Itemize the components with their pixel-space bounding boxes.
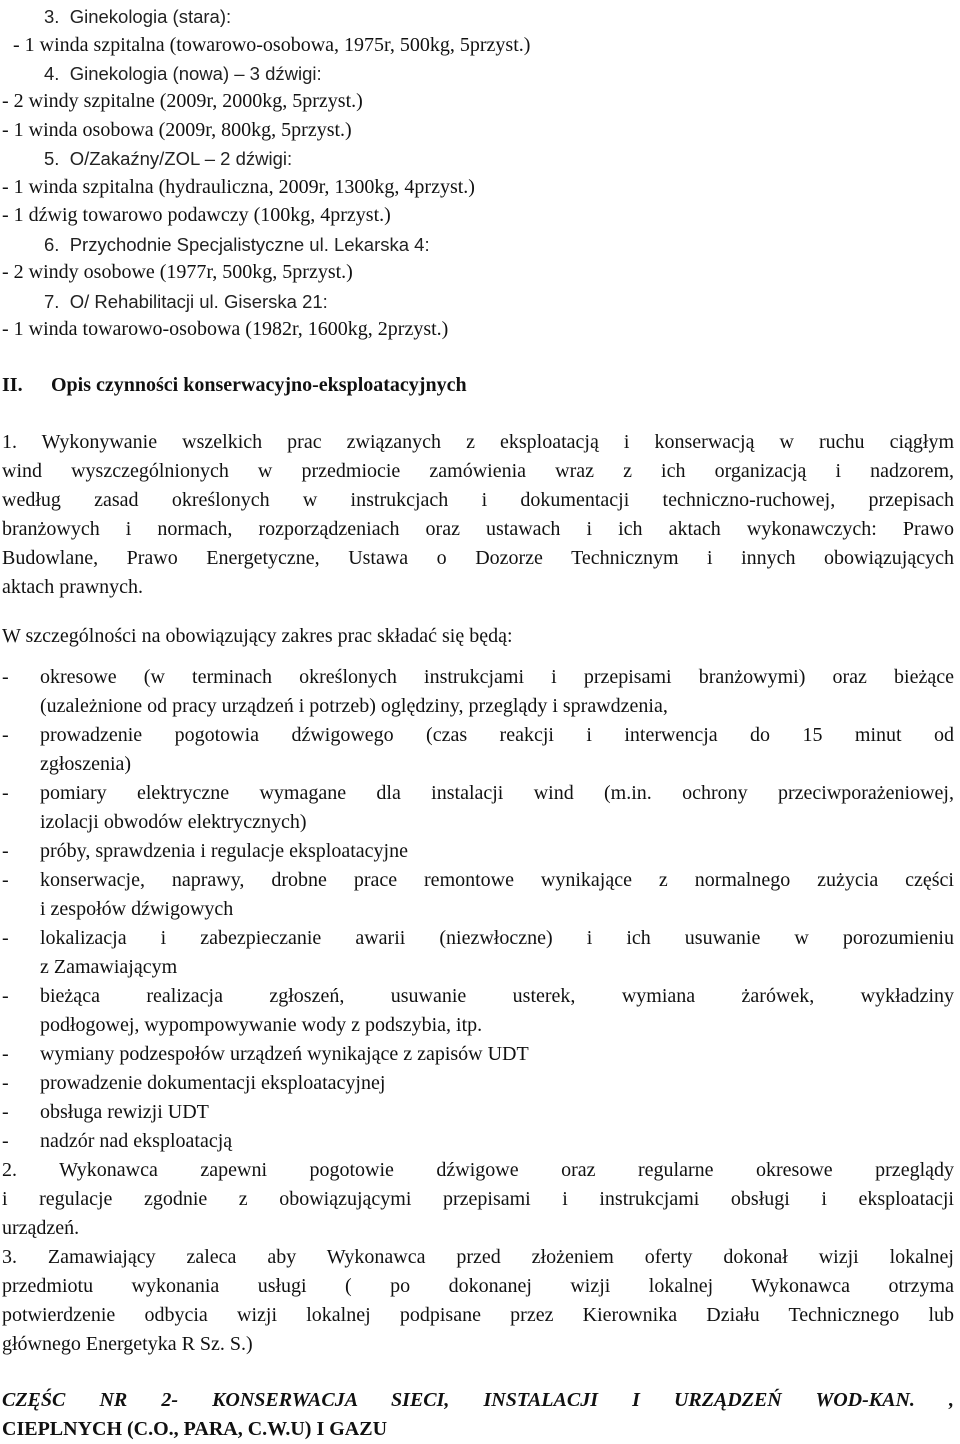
bullet-text: okresowe (w terminach określonych instrukcjami i przepisami branżowymi) oraz bieżące: [40, 666, 954, 688]
bullet-dash: -: [2, 1072, 9, 1094]
bullet-text: nadzór nad eksploatacją: [40, 1130, 233, 1152]
paragraph-line: przedmiotu wykonania usługi ( po dokonanej wizji lokalnej Wykonawca otrzyma: [2, 1275, 954, 1297]
list-item-6-detail: - 2 windy osobowe (1977r, 500kg, 5przyst.): [2, 261, 353, 283]
bullet-text: z Zamawiającym: [40, 956, 178, 978]
paragraph-line: urządzeń.: [2, 1217, 80, 1239]
section-heading: Opis czynności konserwacyjno-eksploatacyjnych: [51, 374, 467, 396]
list-item-7-detail: - 1 winda towarowo-osobowa (1982r, 1600kg, 2przyst.): [2, 318, 449, 340]
scope-intro: W szczególności na obowiązujący zakres prac składać się będą:: [2, 625, 513, 647]
bullet-text: i zespołów dźwigowych: [40, 898, 234, 920]
section-number: II.: [2, 374, 23, 396]
bullet-dash: -: [2, 1043, 9, 1065]
bullet-text: podłogowej, wypompowywanie wody z podszybia, itp.: [40, 1014, 483, 1036]
list-item-5-detail-2: - 1 dźwig towarowo podawczy (100kg, 4przyst.): [2, 204, 391, 226]
paragraph-line: i regulacje zgodnie z obowiązującymi przepisami i instrukcjami obsługi i eksploatacji: [2, 1188, 954, 1210]
bullet-text: obsługa rewizji UDT: [40, 1101, 209, 1123]
list-item-7: 7. O/ Rehabilitacji ul. Giserska 21:: [44, 291, 328, 312]
bullet-text: (uzależnione od pracy urządzeń i potrzeb) oględziny, przeglądy i sprawdzenia,: [40, 695, 668, 717]
bullet-text: konserwacje, naprawy, drobne prace remontowe wynikające z normalnego zużycia części: [40, 869, 954, 891]
paragraph-line: głównego Energetyka R Sz. S.): [2, 1333, 253, 1355]
bullet-text: prowadzenie pogotowia dźwigowego (czas reakcji i interwencja do 15 minut od: [40, 724, 954, 746]
bullet-dash: -: [2, 869, 9, 891]
list-item-4-detail-1: - 2 windy szpitalne (2009r, 2000kg, 5przyst.): [2, 90, 363, 112]
bullet-dash: -: [2, 985, 9, 1007]
paragraph-line: według zasad określonych w instrukcjach i dokumentacji techniczno-ruchowej, przepisach: [2, 489, 954, 511]
bullet-dash: -: [2, 1101, 9, 1123]
bullet-dash: -: [2, 927, 9, 949]
paragraph-line: wind wyszczególnionych w przedmiocie zamówienia wraz z ich organizacją i nadzorem,: [2, 460, 954, 482]
paragraph-line: 3. Zamawiający zaleca aby Wykonawca przed złożeniem oferty dokonał wizji lokalnej: [2, 1246, 954, 1268]
bullet-dash: -: [2, 666, 9, 688]
bullet-text: pomiary elektryczne wymagane dla instalacji wind (m.in. ochrony przeciwporażeniowej,: [40, 782, 954, 804]
paragraph-line: potwierdzenie odbycia wizji lokalnej podpisane przez Kierownika Działu Technicznego lub: [2, 1304, 954, 1326]
paragraph-line: branżowych i normach, rozporządzeniach oraz ustawach i ich aktach wykonawczych: Prawo: [2, 518, 954, 540]
list-item-5: 5. O/Zakaźny/ZOL – 2 dźwigi:: [44, 148, 293, 169]
paragraph-line: 1. Wykonywanie wszelkich prac związanych z eksploatacją i konserwacją w ruchu ciągłym: [2, 431, 954, 453]
bullet-dash: -: [2, 1130, 9, 1152]
bullet-dash: -: [2, 840, 9, 862]
bullet-text: prowadzenie dokumentacji eksploatacyjnej: [40, 1072, 386, 1094]
paragraph-line: Budowlane, Prawo Energetyczne, Ustawa o Dozorze Technicznym i innych obowiązujących: [2, 547, 954, 569]
list-item-3-detail: - 1 winda szpitalna (towarowo-osobowa, 1975r, 500kg, 5przyst.): [8, 34, 531, 56]
list-item-4-detail-2: - 1 winda osobowa (2009r, 800kg, 5przyst.): [2, 119, 352, 141]
bullet-text: lokalizacja i zabezpieczanie awarii (niezwłoczne) i ich usuwanie w porozumieniu: [40, 927, 954, 949]
bullet-text: izolacji obwodów elektrycznych): [40, 811, 307, 833]
list-item-5-detail-1: - 1 winda szpitalna (hydrauliczna, 2009r, 1300kg, 4przyst.): [2, 176, 475, 198]
paragraph-line: aktach prawnych.: [2, 576, 144, 598]
part-heading-line: CIEPLNYCH (C.O., PARA, C.W.U) I GAZU: [2, 1418, 388, 1440]
bullet-text: wymiany podzespołów urządzeń wynikające z zapisów UDT: [40, 1043, 529, 1065]
paragraph-line: 2. Wykonawca zapewni pogotowie dźwigowe oraz regularne okresowe przeglądy: [2, 1159, 954, 1181]
bullet-text: zgłoszenia): [40, 753, 132, 775]
list-item-3: 3. Ginekologia (stara):: [44, 6, 232, 27]
bullet-dash: -: [2, 782, 9, 804]
part-heading-line: CZĘŚC NR 2- KONSERWACJA SIECI, INSTALACJI I URZĄDZEŃ WOD-KAN. ,: [2, 1389, 954, 1411]
list-item-4: 4. Ginekologia (nowa) – 3 dźwigi:: [44, 63, 322, 84]
bullet-dash: -: [2, 724, 9, 746]
bullet-text: bieżąca realizacja zgłoszeń, usuwanie usterek, wymiana żarówek, wykładziny: [40, 985, 954, 1007]
bullet-text: próby, sprawdzenia i regulacje eksploatacyjne: [40, 840, 408, 862]
list-item-6: 6. Przychodnie Specjalistyczne ul. Lekarska 4:: [44, 234, 430, 255]
